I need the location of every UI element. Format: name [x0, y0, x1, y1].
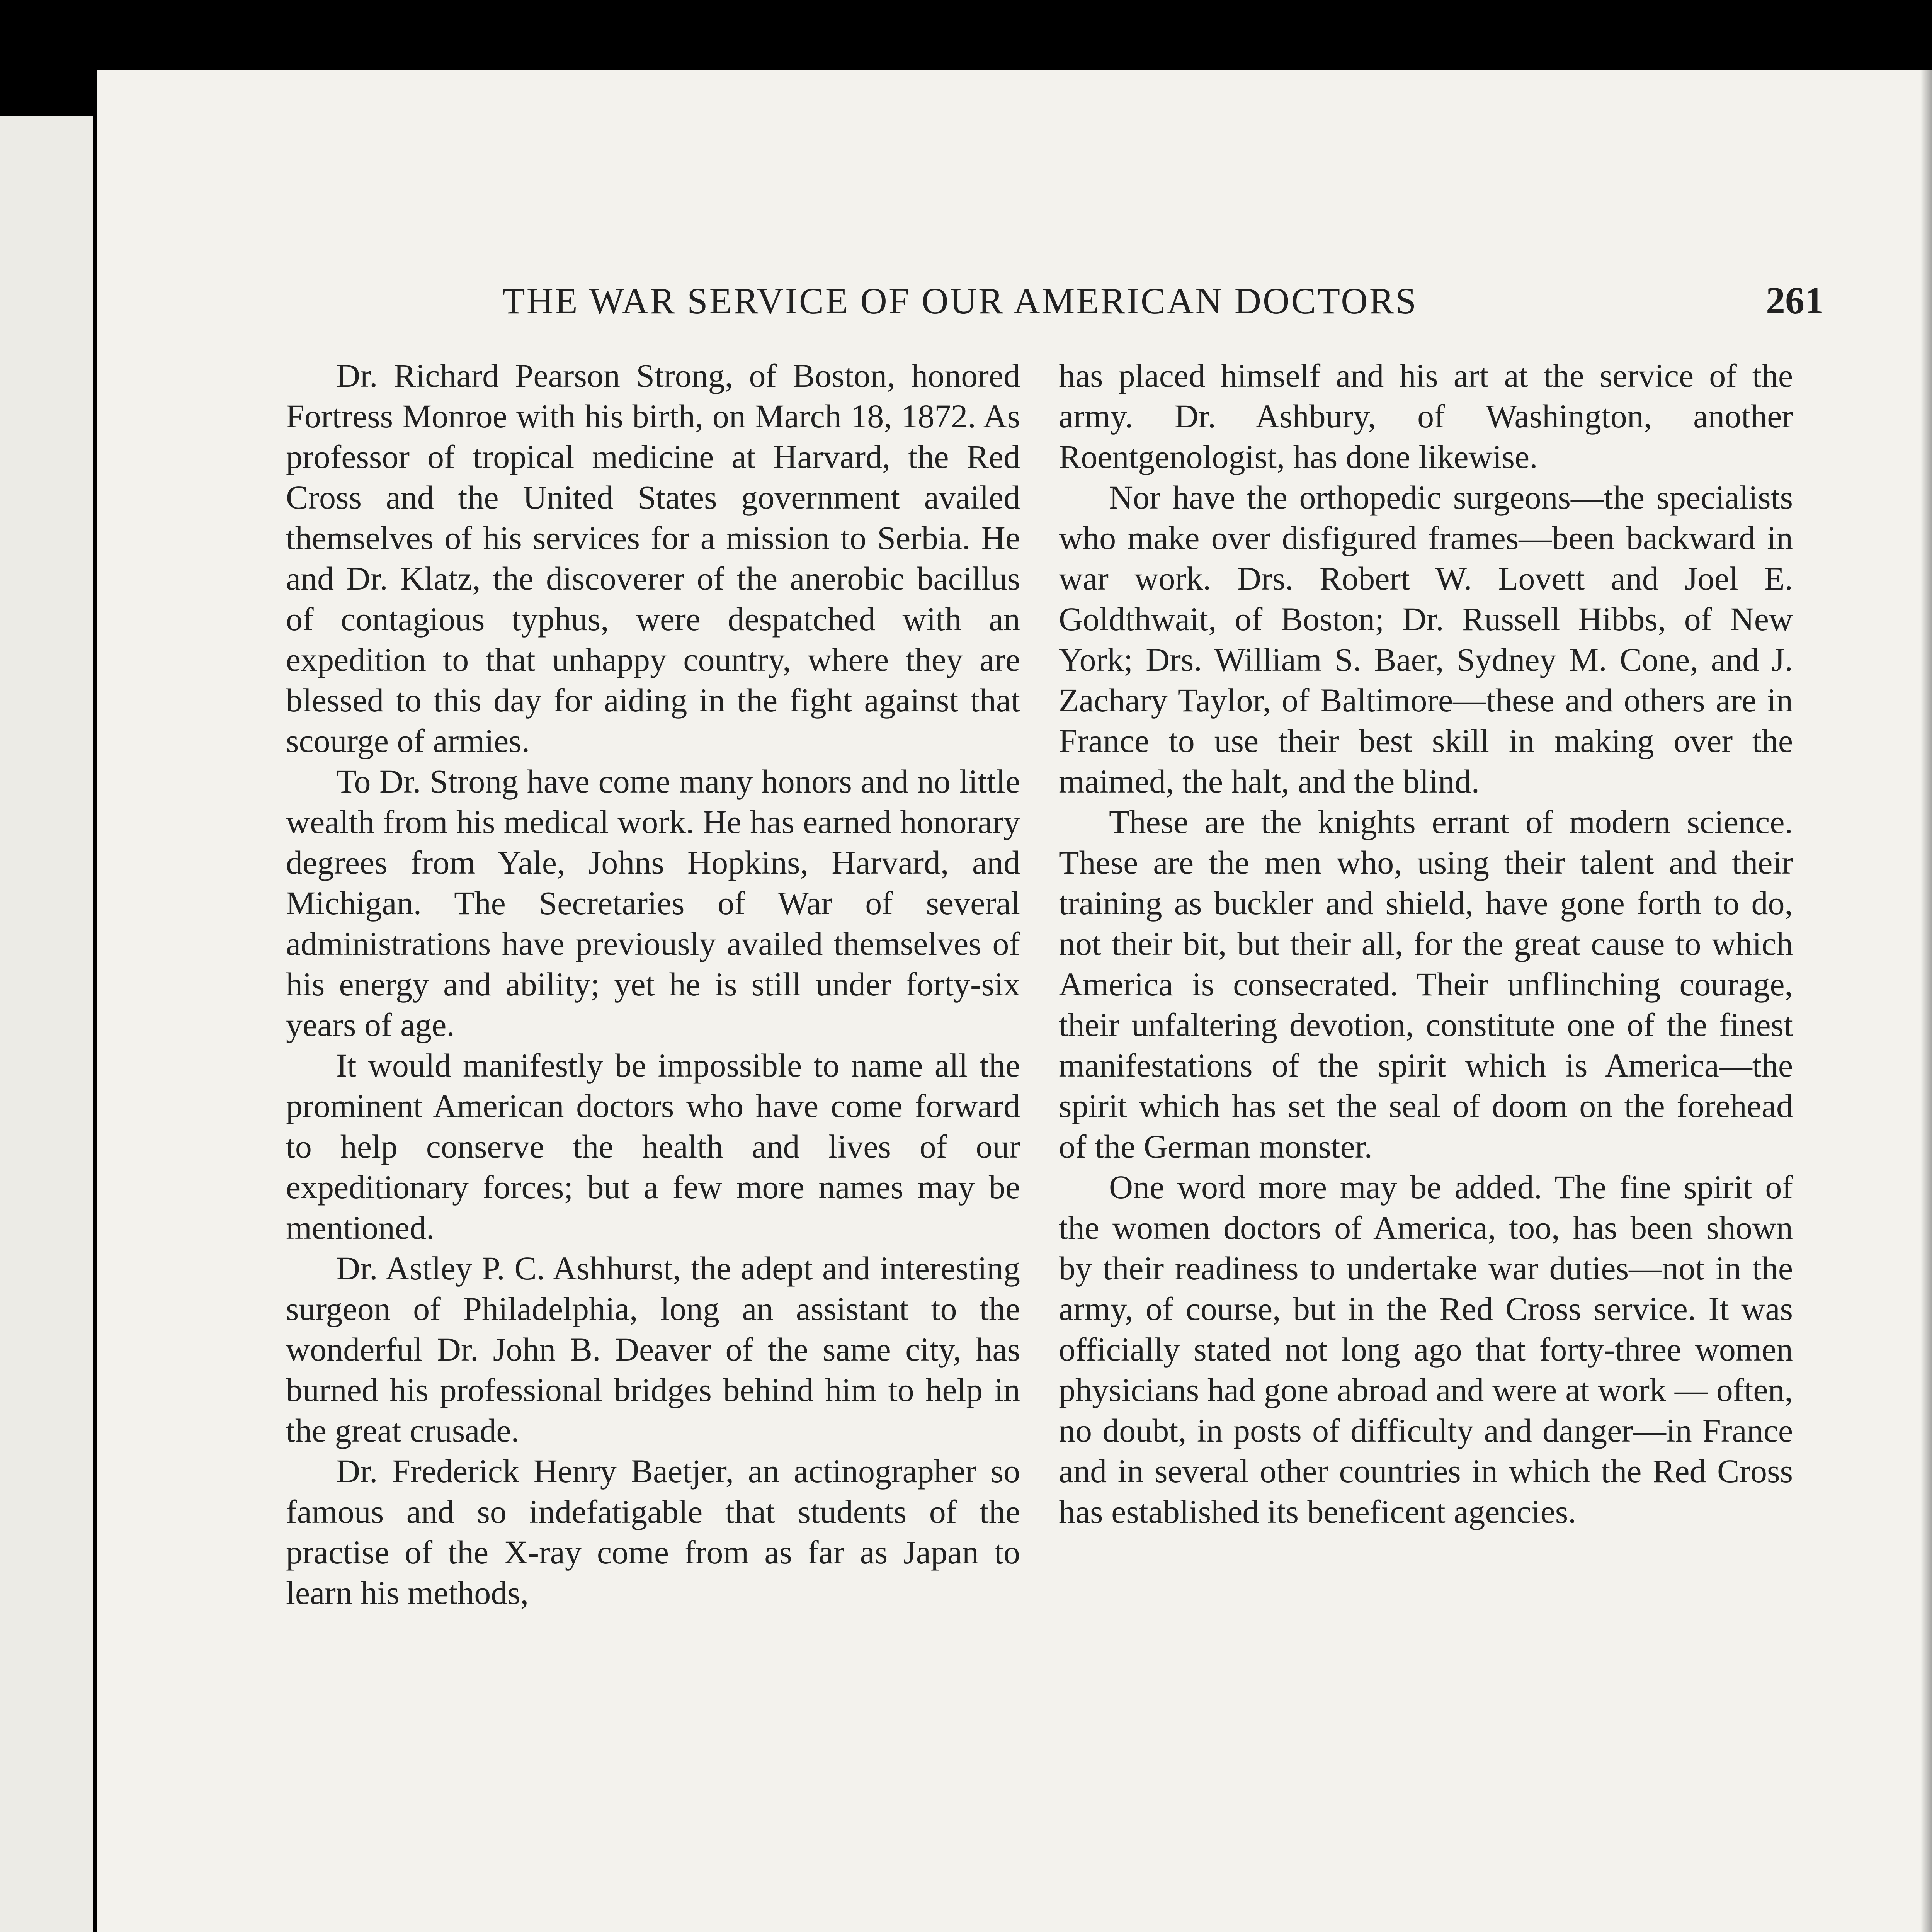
paragraph-continued: has placed himself and his art at the service of the army. Dr. Ashbury, of Washington, another Roentgenologist, has done likewise.	[1059, 357, 1793, 475]
paragraph: It would manifestly be impossible to name all the prominent American doctors who have come forward to help conserve the health and lives of our expeditionary forces; but a few more names may be mentioned.	[286, 1047, 1020, 1246]
paragraph: Nor have the orthopedic surgeons—the specialists who make over disfigured frames—been backward in war work. Drs. Robert W. Lovett and Joel E. Goldthwait, of Boston; Dr. Russell Hibbs, of New York; Drs. William S. Baer, Sydney M. Cone, and J. Zachary Taylor, of Baltimore—these and others are in France to use their best skill in making over the maimed, the halt, and the blind.	[1059, 479, 1793, 800]
paragraph: To Dr. Strong have come many honors and no little wealth from his medical work. He has earned honorary degrees from Yale, Johns Hopkins, Harvard, and Michigan. The Secretaries of War of several administrations have previously availed themselves of his energy and ability; yet he is still under forty-six years of age.	[286, 763, 1020, 1043]
paragraph: Dr. Frederick Henry Baetjer, an actinographer so famous and so indefatigable that students of the practise of the X-ray come from as far as Japan to learn his methods,	[286, 1452, 1020, 1611]
paragraph: One word more may be added. The fine spirit of the women doctors of America, too, has been shown by their readiness to undertake war duties—not in the army, of course, but in the Red Cross service. It was officially stated not long ago that forty-three women physicians had gone abroad and were at work — often, no doubt, in posts of difficulty and danger—in France and in several other countries in which the Red Cross has established its beneficent agencies.	[1059, 1168, 1793, 1530]
paragraph: Dr. Richard Pearson Strong, of Boston, honored Fortress Monroe with his birth, on March 18, 1872. As professor of tropical medicine at Harvard, the Red Cross and the United States government availed themselves of his services for a mission to Serbia. He and Dr. Klatz, the discoverer of the anerobic bacillus of contagious typhus, were despatched with an expedition to that unhappy country, where they are blessed to this day for aiding in the fight against that scourge of armies.	[286, 357, 1020, 759]
page-number: 261	[1766, 279, 1824, 322]
article-left-column	[286, 355, 1020, 1613]
paragraph: Dr. Astley P. C. Ashhurst, the adept and interesting surgeon of Philadelphia, long an assistant to the wonderful Dr. John B. Deaver of the same city, has burned his professional bridges behind him to help in the great crusade.	[286, 1250, 1020, 1449]
page-binding-shadow	[1920, 70, 1932, 1932]
adjacent-page-edge	[0, 116, 93, 1932]
paragraph: These are the knights errant of modern science. These are the men who, using their talent and their training as buckler and shield, have gone forth to do, not their bit, but their all, for the great cause to which America is consecrated. Their unflinching courage, their unfaltering devotion, constitute one of the finest manifestations of the spirit which is America—the spirit which has set the seal of doom on the forehead of the German monster.	[1059, 803, 1793, 1165]
article-right-column	[1059, 355, 1793, 1532]
book-page	[97, 70, 1932, 1932]
running-header	[502, 278, 1824, 323]
running-title: THE WAR SERVICE OF OUR AMERICAN DOCTORS	[502, 280, 1418, 321]
